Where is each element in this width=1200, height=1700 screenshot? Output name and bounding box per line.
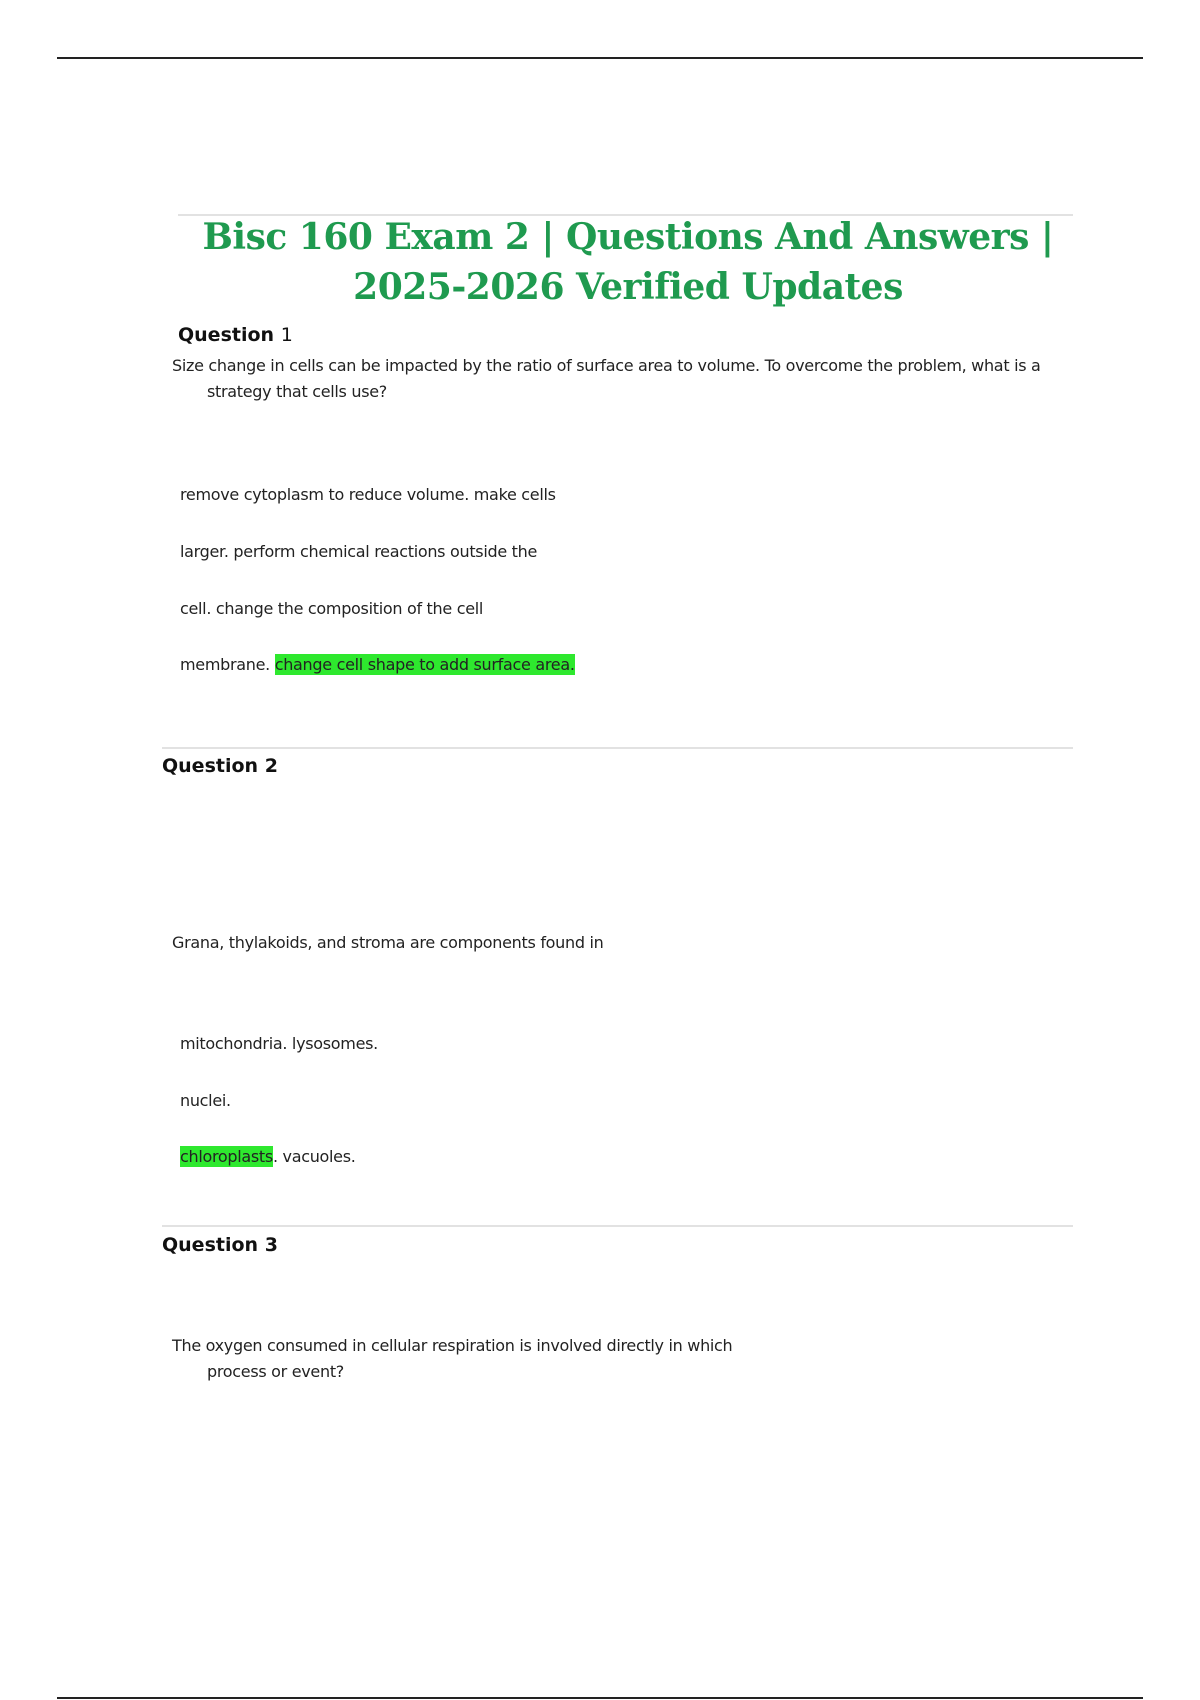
correct-answer-highlight: change cell shape to add surface area. [274, 655, 575, 674]
question-3-text [172, 1333, 1082, 1385]
question-1-text [172, 353, 1082, 405]
answer-text: membrane. [180, 655, 275, 674]
question-1-heading [178, 323, 293, 347]
question-2-text-main: Grana, thylakoids, and stroma are components found in [172, 933, 604, 952]
answer-line [180, 653, 575, 677]
answer-text: mitochondria. lysosomes. [180, 1034, 378, 1053]
answer-text: . vacuoles. [272, 1147, 356, 1166]
question-1-text-cont: strategy that cells use? [207, 382, 387, 401]
question-label: Question [162, 1234, 259, 1256]
question-number: 3 [264, 1234, 278, 1256]
answer-line [180, 1089, 231, 1113]
answer-text: nuclei. [180, 1091, 231, 1110]
question-number: 2 [264, 755, 278, 777]
answer-text: cell. change the composition of the cell [180, 599, 484, 618]
answer-line [180, 1145, 356, 1169]
answer-line [180, 483, 556, 507]
document-title: Bisc 160 Exam 2 | Questions And Answers | 2025-2026 Verified Updates [202, 216, 1054, 308]
question-3-text-main: The oxygen consumed in cellular respiration is involved directly in which [172, 1336, 733, 1355]
question-label: Question [162, 755, 259, 777]
question-separator [162, 1225, 1073, 1227]
answer-text: remove cytoplasm to reduce volume. make cells [180, 485, 556, 504]
answer-line [180, 540, 537, 564]
question-1-text-main: Size change in cells can be impacted by the ratio of surface area to volume. To overcome the problem, what is a [172, 356, 1041, 375]
question-separator [162, 747, 1073, 749]
question-3-heading [162, 1233, 278, 1257]
question-number: 1 [280, 324, 293, 346]
answer-line [180, 597, 483, 621]
page-bottom-rule [57, 1697, 1143, 1699]
answer-text: larger. perform chemical reactions outside the [180, 542, 538, 561]
answer-line [180, 1032, 378, 1056]
question-3-text-cont: process or event? [207, 1362, 344, 1381]
page-top-rule [57, 57, 1143, 59]
question-2-heading [162, 754, 278, 778]
question-label: Question [178, 324, 275, 346]
question-2-text [172, 930, 1082, 956]
correct-answer-highlight: chloroplasts [180, 1147, 273, 1166]
